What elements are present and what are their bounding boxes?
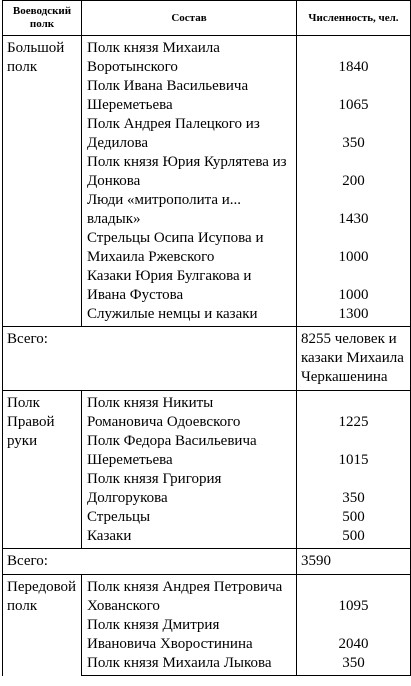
header-row <box>3 1 411 36</box>
unit-count: 350 <box>297 654 411 676</box>
unit-count: 1225 <box>297 391 411 433</box>
unit-name: Полк князя Дмитрия Ивановича Хворостинина <box>82 616 297 654</box>
header-regiment: Воеводский полк <box>3 1 82 36</box>
unit-count: 500 <box>297 527 411 549</box>
total-row <box>3 549 411 575</box>
unit-count: 1065 <box>297 77 411 115</box>
regiment-name: Полк Правой руки <box>3 391 82 549</box>
unit-count: 2040 <box>297 616 411 654</box>
header-count: Численность, чел. <box>297 1 411 36</box>
regiment-name: Передовой полк <box>3 575 82 676</box>
regiments-table <box>2 0 411 676</box>
unit-count: 200 <box>297 153 411 191</box>
header-composition: Состав <box>82 1 297 36</box>
unit-count: 1430 <box>297 191 411 229</box>
unit-name: Стрельцы Осипа Исупова и Михаила Ржевского <box>82 229 297 267</box>
unit-count: 1000 <box>297 229 411 267</box>
unit-count: 1000 <box>297 267 411 305</box>
unit-count: 500 <box>297 508 411 527</box>
table-row <box>3 36 411 78</box>
unit-name: Стрельцы <box>82 508 297 527</box>
unit-name: Полк князя Михаила Воротынского <box>82 36 297 78</box>
unit-name: Полк князя Михаила Лыкова <box>82 654 297 676</box>
unit-count: 1300 <box>297 305 411 327</box>
unit-name: Полк князя Андрея Петровича Хованского <box>82 575 297 617</box>
unit-name: Полк князя Григория Долгорукова <box>82 470 297 508</box>
unit-name: Полк Андрея Палецкого из Дедилова <box>82 115 297 153</box>
table-header <box>3 1 411 36</box>
unit-name: Служилые немцы и казаки <box>82 305 297 327</box>
unit-count: 1840 <box>297 36 411 78</box>
total-row <box>3 327 411 391</box>
unit-name: Казаки Юрия Булгакова и Ивана Фустова <box>82 267 297 305</box>
total-value: 3590 <box>297 549 411 575</box>
unit-name: Полк князя Юрия Курлятева из Донкова <box>82 153 297 191</box>
unit-name: Полк Федора Васильевича Шереметьева <box>82 432 297 470</box>
table-body <box>3 36 411 676</box>
total-label: Всего: <box>3 327 297 391</box>
regiment-name: Большой полк <box>3 36 82 327</box>
unit-count: 350 <box>297 115 411 153</box>
unit-count: 1095 <box>297 575 411 617</box>
unit-count: 350 <box>297 470 411 508</box>
unit-name: Полк Ивана Васильевича Шереметьева <box>82 77 297 115</box>
unit-name: Люди «митрополита и... владык» <box>82 191 297 229</box>
unit-count: 1015 <box>297 432 411 470</box>
table-row <box>3 391 411 433</box>
table-row <box>3 575 411 617</box>
unit-name: Казаки <box>82 527 297 549</box>
unit-name: Полк князя Никиты Романовича Одоевского <box>82 391 297 433</box>
total-label: Всего: <box>3 549 297 575</box>
total-value: 8255 человек и казаки Михаила Черкашенина <box>297 327 411 391</box>
